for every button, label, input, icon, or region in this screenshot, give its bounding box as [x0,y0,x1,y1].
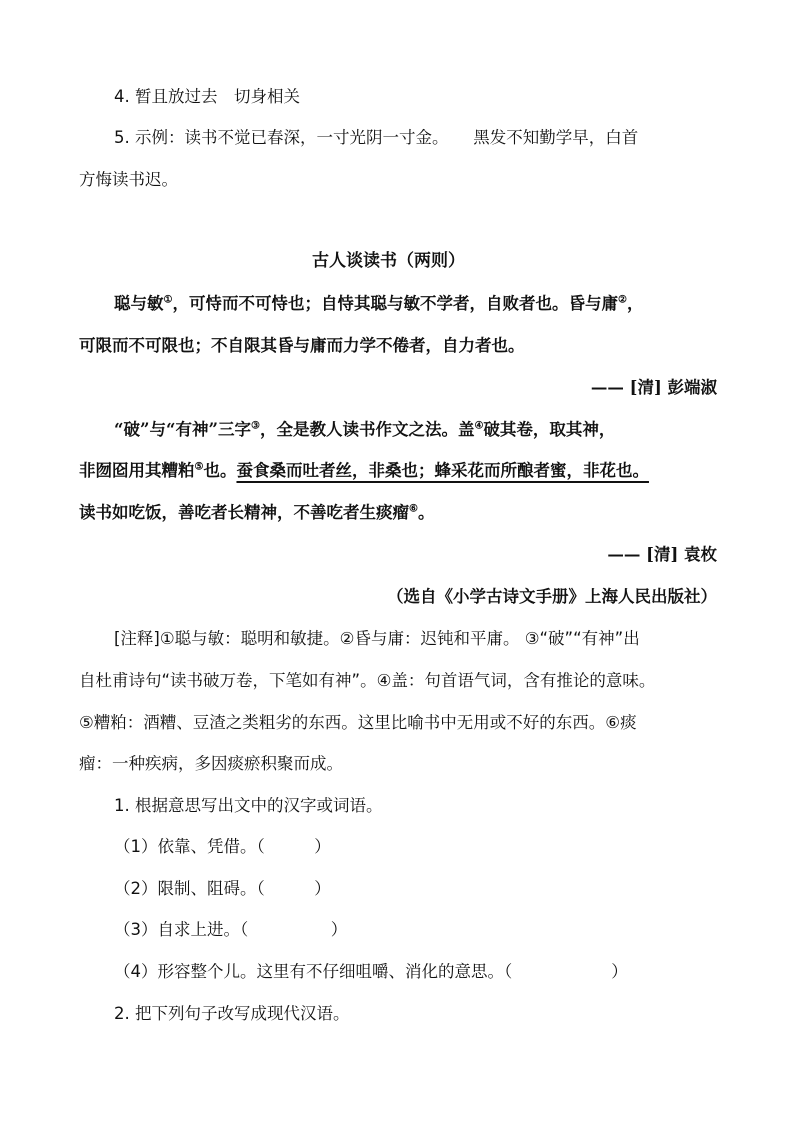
passage-2-line-2 [79,461,649,481]
author-1: —— [清] 彭端淑 [590,378,717,397]
notes-line-4: 瘤：一种疾病，多因痰瘀积聚而成。 [79,754,343,773]
passage-text: 破其卷，取其神， [483,420,616,439]
underlined-sentence: 蚕食桑而吐者丝，非桑也；蜂采花而所酿者蜜，非花也。 [236,461,649,480]
note-marker-5: ⑤ [194,461,204,473]
passage-text: 读书如吃饭，善吃者长精神，不善吃者生痰瘤 [79,503,409,522]
answer-5-line-1: 5. 示例：读书不觉已春深，一寸光阴一寸金。 黑发不知勤学早，白首 [114,128,639,147]
question-2: 2. 把下列句子改写成现代汉语。 [114,1004,350,1023]
passage-2-line-3 [79,503,434,523]
author-2: —— [清] 袁枚 [607,545,717,564]
question-1-item-2: （2）限制、阻碍。（ ） [114,879,331,898]
passage-text: 。 [417,503,435,522]
note-marker-6: ⑥ [409,503,418,515]
passage-text: ，全是教人读书作文之法。盖 [259,420,475,439]
notes-line-2: 自杜甫诗句“读书破万卷，下笔如有神”。④盖：句首语气词，含有推论的意味。 [79,671,656,690]
note-marker-3: ③ [250,420,260,432]
answer-4: 4. 暂且放过去 切身相关 [114,87,300,106]
question-1-item-3: （3）自求上进。（ ） [114,920,348,939]
answer-5-line-2: 方悔读书迟。 [79,170,178,189]
note-marker-1: ① [163,294,173,306]
question-1-item-4: （4）形容整个儿。这里有不仔细咀嚼、消化的意思。（ ） [114,962,628,981]
passage-text: 聪与敏 [114,294,164,313]
notes-line-1: [注释]①聪与敏：聪明和敏捷。②昏与庸：迟钝和平庸。 ③“破”“有神”出 [114,629,640,648]
passage-1-line-2: 可限而不可限也；不自限其昏与庸而力学不倦者，自力者也。 [79,336,525,355]
question-1-item-1: （1）依靠、凭借。（ ） [114,837,331,856]
passage-2-line-1 [114,420,615,440]
question-1: 1. 根据意思写出文中的汉字或词语。 [114,796,383,815]
passage-text: ， [626,294,644,313]
note-marker-4: ④ [474,420,484,432]
passage-text: “破”与“有神”三字 [114,420,251,439]
passage-text: 非囫囵用其糟粕 [79,461,195,480]
passage-1-line-1 [114,294,643,314]
passage-text: ，可恃而不可恃也；自恃其聪与敏不学者，自败者也。昏与庸 [172,294,618,313]
notes-line-3: ⑤糟粕：酒糟、豆渣之类粗劣的东西。这里比喻书中无用或不好的东西。⑥痰 [79,713,637,732]
note-marker-2: ② [617,294,627,306]
article-title: 古人谈读书（两则） [312,251,465,271]
source-citation: （选自《小学古诗文手册》上海人民出版社） [387,587,717,606]
passage-text: 也。 [203,461,237,480]
